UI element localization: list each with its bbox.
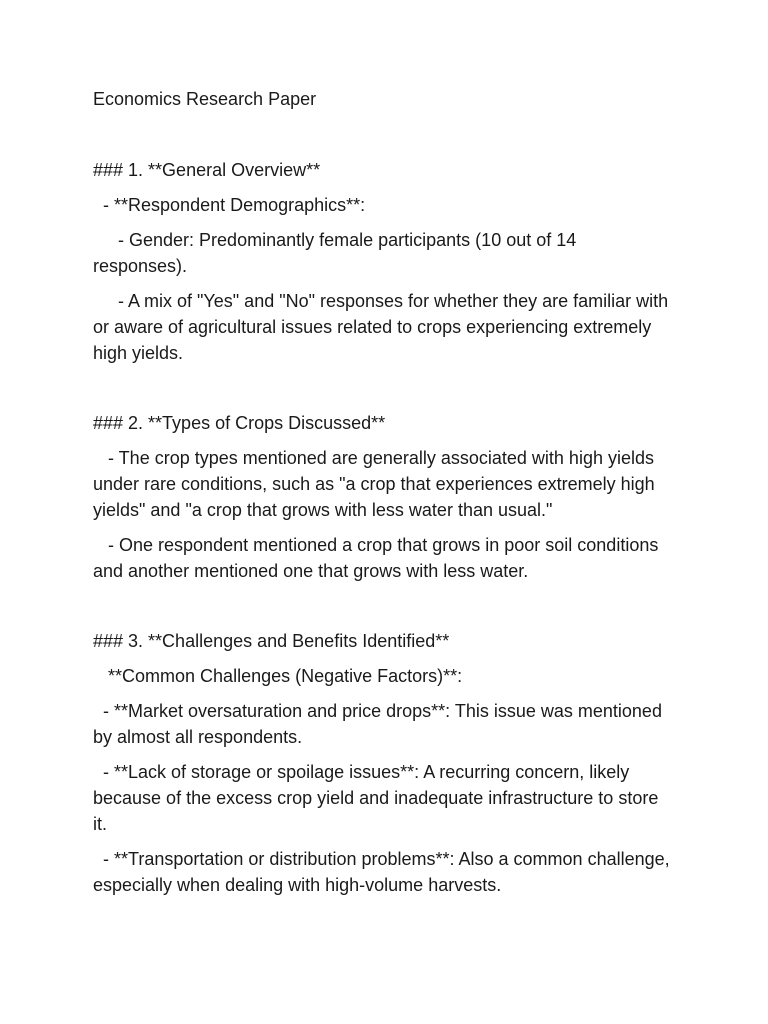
document-title: Economics Research Paper	[93, 89, 317, 109]
list-item: - The crop types mentioned are generally associated with high yields under rare conditions, such as "a crop that experiences extremely high yields" and "a crop that grows with less water than usual."	[93, 448, 660, 520]
list-item: - **Respondent Demographics**:	[93, 195, 366, 215]
list-item: - **Market oversaturation and price drops**: This issue was mentioned by almost all respondents.	[93, 701, 667, 747]
list-item: - Gender: Predominantly female participants (10 out of 14 responses).	[93, 230, 582, 276]
list-item: - One respondent mentioned a crop that grows in poor soil conditions and another mentioned one that grows with less water.	[93, 535, 664, 581]
list-item: - **Transportation or distribution problems**: Also a common challenge, especially when dealing with high-volume harvests.	[93, 849, 675, 895]
subheading: **Common Challenges (Negative Factors)**:	[93, 666, 463, 686]
section-heading: ### 2. **Types of Crops Discussed**	[93, 413, 386, 433]
list-item: - **Lack of storage or spoilage issues**: A recurring concern, likely because of the excess crop yield and inadequate infrastructure to store it.	[93, 762, 664, 834]
list-item: - A mix of "Yes" and "No" responses for whether they are familiar with or aware of agricultural issues related to crops experiencing extremely high yields.	[93, 291, 674, 363]
document-page	[93, 86, 673, 898]
section-heading: ### 1. **General Overview**	[93, 160, 321, 180]
section-heading: ### 3. **Challenges and Benefits Identified**	[93, 631, 450, 651]
